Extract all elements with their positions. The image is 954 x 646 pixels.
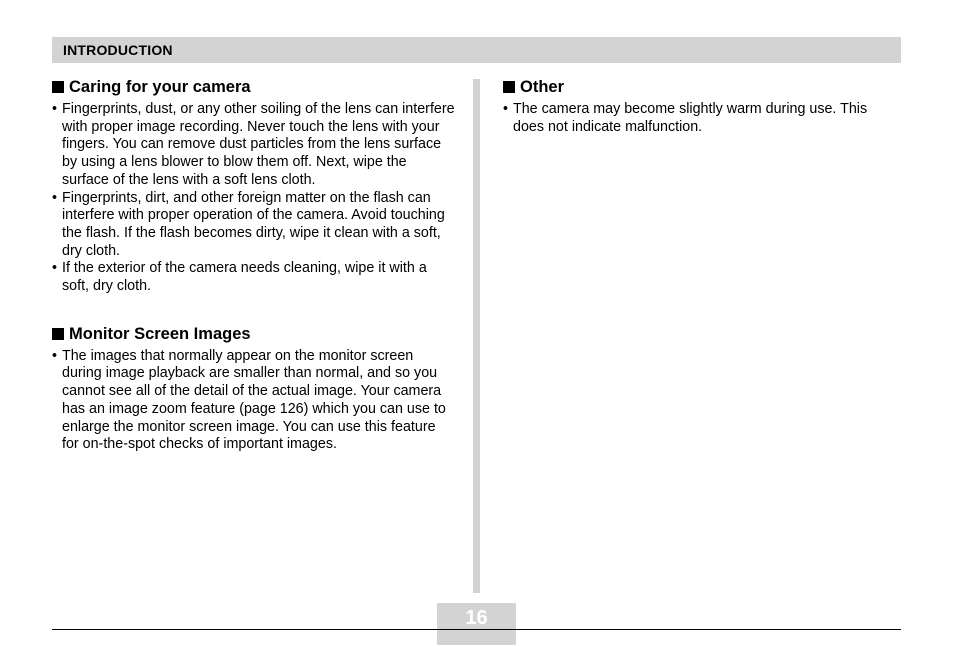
black-square-icon xyxy=(52,328,64,340)
heading-text: Caring for your camera xyxy=(69,78,251,96)
bullet-icon: • xyxy=(503,101,509,117)
page-number: 16 xyxy=(465,607,488,629)
bullet-list xyxy=(503,101,898,136)
list-item xyxy=(52,190,456,261)
section-other xyxy=(503,76,898,136)
right-column xyxy=(503,76,898,136)
section-heading xyxy=(52,76,456,98)
black-square-icon xyxy=(52,81,64,93)
section-heading xyxy=(52,323,456,345)
bullet-list xyxy=(52,101,456,296)
section-monitor-screen-images xyxy=(52,323,456,454)
heading-text: Monitor Screen Images xyxy=(69,324,251,343)
bullet-icon: • xyxy=(52,101,58,117)
footer-rule xyxy=(52,629,901,630)
list-item xyxy=(52,101,456,190)
list-item-text: The images that normally appear on the monitor screen during image playback are smaller than normal, and so you cannot see all of the detail of the actual image. Your camera has an image zoom feature (page 126) which you can use to enlarge the monitor screen image. You can use this feature for on-the-spot checks of important images. xyxy=(62,347,446,453)
page-number-tab xyxy=(437,603,516,645)
section-header-bar xyxy=(52,37,901,63)
list-item xyxy=(52,260,456,295)
list-item-text: Fingerprints, dust, or any other soiling of the lens can interfere with proper image recording. Never touch the lens with your fingers. You can remove dust particles from the lens surface by using a lens blower to blow them off. Next, wipe the surface of the lens with a soft lens cloth. xyxy=(62,101,455,188)
black-square-icon xyxy=(503,81,515,93)
bullet-icon: • xyxy=(52,260,58,277)
section-heading xyxy=(503,76,898,98)
column-divider xyxy=(473,79,480,593)
list-item-text: Fingerprints, dirt, and other foreign matter on the flash can interfere with proper operation of the camera. Avoid touching the flash. If the flash becomes dirty, wipe it clean with a soft, dry cloth. xyxy=(62,189,445,259)
section-title: INTRODUCTION xyxy=(63,42,173,58)
list-item xyxy=(52,348,456,454)
bullet-icon: • xyxy=(52,189,58,206)
left-column xyxy=(52,76,456,454)
heading-text: Other xyxy=(520,78,565,96)
bullet-list xyxy=(52,348,456,454)
section-caring-for-camera xyxy=(52,76,456,296)
list-item xyxy=(503,101,898,136)
bullet-icon: • xyxy=(52,347,58,364)
list-item-text: The camera may become slightly warm during use. This does not indicate malfunction. xyxy=(513,101,868,135)
list-item-text: If the exterior of the camera needs cleaning, wipe it with a soft, dry cloth. xyxy=(62,260,427,295)
